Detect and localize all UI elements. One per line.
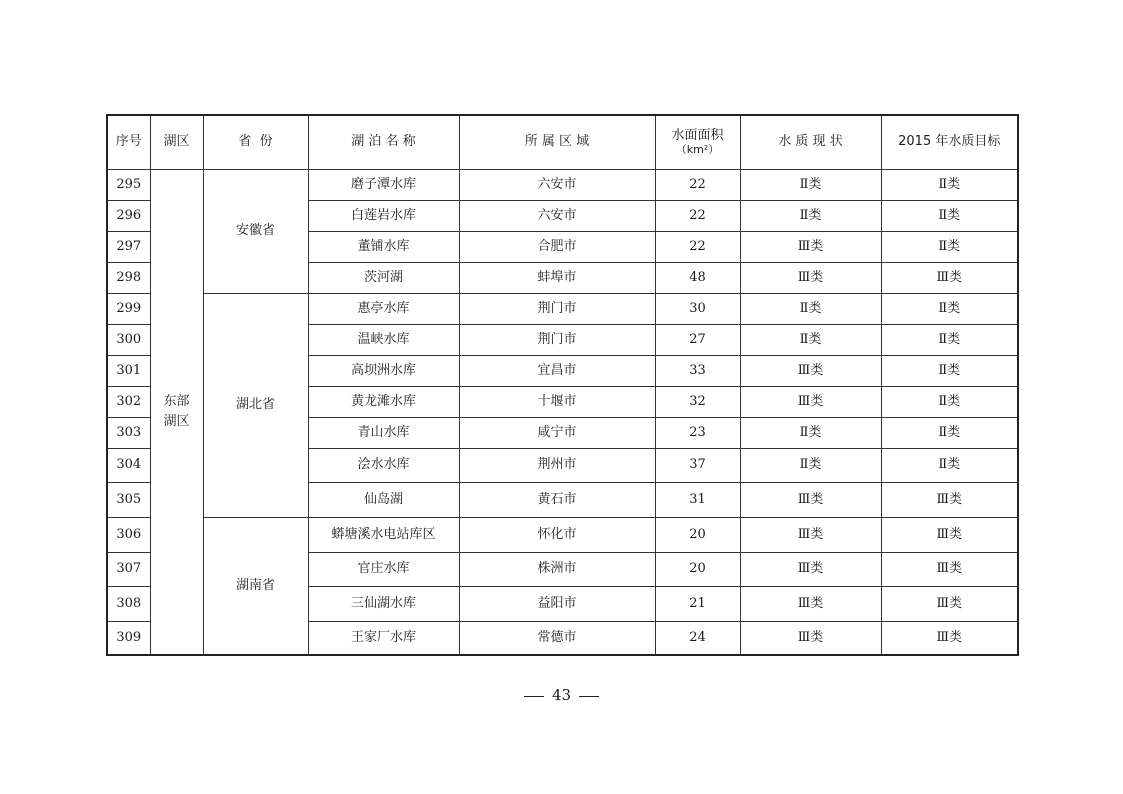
cell-current-quality: Ⅱ类 bbox=[740, 169, 881, 200]
cell-seq: 302 bbox=[107, 386, 150, 417]
cell-water-area: 22 bbox=[655, 200, 740, 231]
cell-current-quality: Ⅲ类 bbox=[740, 552, 881, 586]
cell-water-area: 20 bbox=[655, 552, 740, 586]
table-row bbox=[107, 517, 1018, 552]
cell-lake-name: 高坝洲水库 bbox=[308, 355, 459, 386]
cell-current-quality: Ⅲ类 bbox=[740, 517, 881, 552]
page-number-text: 43 bbox=[551, 686, 572, 704]
cell-area: 荆州市 bbox=[459, 448, 655, 482]
cell-area: 荆门市 bbox=[459, 293, 655, 324]
cell-seq: 308 bbox=[107, 586, 150, 621]
cell-lake-name: 蟒塘溪水电站库区 bbox=[308, 517, 459, 552]
cell-water-area: 32 bbox=[655, 386, 740, 417]
cell-water-area: 24 bbox=[655, 621, 740, 655]
cell-area: 六安市 bbox=[459, 200, 655, 231]
header-region: 湖区 bbox=[150, 115, 203, 169]
cell-water-area: 22 bbox=[655, 231, 740, 262]
cell-target-2015: Ⅱ类 bbox=[881, 417, 1018, 448]
cell-area: 怀化市 bbox=[459, 517, 655, 552]
cell-lake-name: 温峡水库 bbox=[308, 324, 459, 355]
cell-current-quality: Ⅲ类 bbox=[740, 386, 881, 417]
cell-lake-name: 白莲岩水库 bbox=[308, 200, 459, 231]
cell-current-quality: Ⅲ类 bbox=[740, 482, 881, 517]
cell-area: 株洲市 bbox=[459, 552, 655, 586]
cell-water-area: 48 bbox=[655, 262, 740, 293]
cell-water-area: 23 bbox=[655, 417, 740, 448]
cell-current-quality: Ⅱ类 bbox=[740, 448, 881, 482]
cell-water-area: 27 bbox=[655, 324, 740, 355]
cell-lake-name: 磨子潭水库 bbox=[308, 169, 459, 200]
cell-target-2015: Ⅱ类 bbox=[881, 386, 1018, 417]
cell-target-2015: Ⅱ类 bbox=[881, 200, 1018, 231]
cell-water-area: 37 bbox=[655, 448, 740, 482]
cell-seq: 309 bbox=[107, 621, 150, 655]
cell-current-quality: Ⅱ类 bbox=[740, 417, 881, 448]
cell-current-quality: Ⅲ类 bbox=[740, 262, 881, 293]
cell-target-2015: Ⅲ类 bbox=[881, 586, 1018, 621]
cell-current-quality: Ⅱ类 bbox=[740, 200, 881, 231]
cell-target-2015: Ⅲ类 bbox=[881, 482, 1018, 517]
cell-province: 湖南省 bbox=[203, 517, 308, 655]
table-header-row bbox=[107, 115, 1018, 169]
cell-area: 六安市 bbox=[459, 169, 655, 200]
cell-lake-name: 茨河湖 bbox=[308, 262, 459, 293]
cell-current-quality: Ⅲ类 bbox=[740, 355, 881, 386]
cell-current-quality: Ⅱ类 bbox=[740, 293, 881, 324]
cell-seq: 306 bbox=[107, 517, 150, 552]
cell-area: 益阳市 bbox=[459, 586, 655, 621]
header-lake-name: 湖 泊 名 称 bbox=[308, 115, 459, 169]
header-water-area bbox=[655, 115, 740, 169]
cell-area: 黄石市 bbox=[459, 482, 655, 517]
region-label: 东部湖区 bbox=[163, 393, 190, 429]
cell-seq: 304 bbox=[107, 448, 150, 482]
cell-target-2015: Ⅲ类 bbox=[881, 517, 1018, 552]
page-dash-right bbox=[579, 696, 599, 697]
cell-region bbox=[150, 169, 203, 655]
cell-lake-name: 仙岛湖 bbox=[308, 482, 459, 517]
cell-target-2015: Ⅱ类 bbox=[881, 355, 1018, 386]
cell-province: 安徽省 bbox=[203, 169, 308, 293]
cell-current-quality: Ⅱ类 bbox=[740, 324, 881, 355]
cell-lake-name: 官庄水库 bbox=[308, 552, 459, 586]
cell-target-2015: Ⅲ类 bbox=[881, 621, 1018, 655]
cell-water-area: 22 bbox=[655, 169, 740, 200]
cell-water-area: 30 bbox=[655, 293, 740, 324]
cell-lake-name: 惠亭水库 bbox=[308, 293, 459, 324]
cell-target-2015: Ⅱ类 bbox=[881, 448, 1018, 482]
table-row bbox=[107, 169, 1018, 200]
cell-seq: 298 bbox=[107, 262, 150, 293]
cell-area: 十堰市 bbox=[459, 386, 655, 417]
cell-area: 常德市 bbox=[459, 621, 655, 655]
cell-seq: 303 bbox=[107, 417, 150, 448]
cell-lake-name: 黄龙滩水库 bbox=[308, 386, 459, 417]
cell-seq: 301 bbox=[107, 355, 150, 386]
cell-area: 合肥市 bbox=[459, 231, 655, 262]
cell-water-area: 21 bbox=[655, 586, 740, 621]
cell-seq: 296 bbox=[107, 200, 150, 231]
cell-lake-name: 王家厂水库 bbox=[308, 621, 459, 655]
header-water-area-label: 水面面积 bbox=[671, 127, 724, 143]
header-current-quality: 水 质 现 状 bbox=[740, 115, 881, 169]
cell-lake-name: 浍水水库 bbox=[308, 448, 459, 482]
cell-seq: 295 bbox=[107, 169, 150, 200]
cell-current-quality: Ⅲ类 bbox=[740, 621, 881, 655]
cell-lake-name: 董铺水库 bbox=[308, 231, 459, 262]
page-dash-left bbox=[524, 696, 544, 697]
lake-table bbox=[106, 114, 1019, 656]
header-province: 省 份 bbox=[203, 115, 308, 169]
cell-target-2015: Ⅱ类 bbox=[881, 324, 1018, 355]
cell-target-2015: Ⅲ类 bbox=[881, 552, 1018, 586]
page-number bbox=[0, 686, 1123, 704]
cell-seq: 300 bbox=[107, 324, 150, 355]
header-target-2015: 2015 年水质目标 bbox=[881, 115, 1018, 169]
cell-water-area: 20 bbox=[655, 517, 740, 552]
cell-target-2015: Ⅱ类 bbox=[881, 231, 1018, 262]
header-seq: 序号 bbox=[107, 115, 150, 169]
cell-lake-name: 三仙湖水库 bbox=[308, 586, 459, 621]
cell-current-quality: Ⅲ类 bbox=[740, 586, 881, 621]
cell-seq: 305 bbox=[107, 482, 150, 517]
cell-area: 宜昌市 bbox=[459, 355, 655, 386]
table-row bbox=[107, 293, 1018, 324]
cell-target-2015: Ⅲ类 bbox=[881, 262, 1018, 293]
cell-area: 荆门市 bbox=[459, 324, 655, 355]
header-water-area-unit: （km²） bbox=[675, 143, 720, 157]
cell-seq: 297 bbox=[107, 231, 150, 262]
cell-seq: 307 bbox=[107, 552, 150, 586]
cell-province: 湖北省 bbox=[203, 293, 308, 517]
cell-seq: 299 bbox=[107, 293, 150, 324]
cell-current-quality: Ⅲ类 bbox=[740, 231, 881, 262]
cell-area: 蚌埠市 bbox=[459, 262, 655, 293]
cell-area: 咸宁市 bbox=[459, 417, 655, 448]
cell-water-area: 33 bbox=[655, 355, 740, 386]
header-area: 所 属 区 域 bbox=[459, 115, 655, 169]
cell-water-area: 31 bbox=[655, 482, 740, 517]
cell-target-2015: Ⅱ类 bbox=[881, 169, 1018, 200]
table-body bbox=[107, 169, 1018, 655]
cell-target-2015: Ⅱ类 bbox=[881, 293, 1018, 324]
cell-lake-name: 青山水库 bbox=[308, 417, 459, 448]
